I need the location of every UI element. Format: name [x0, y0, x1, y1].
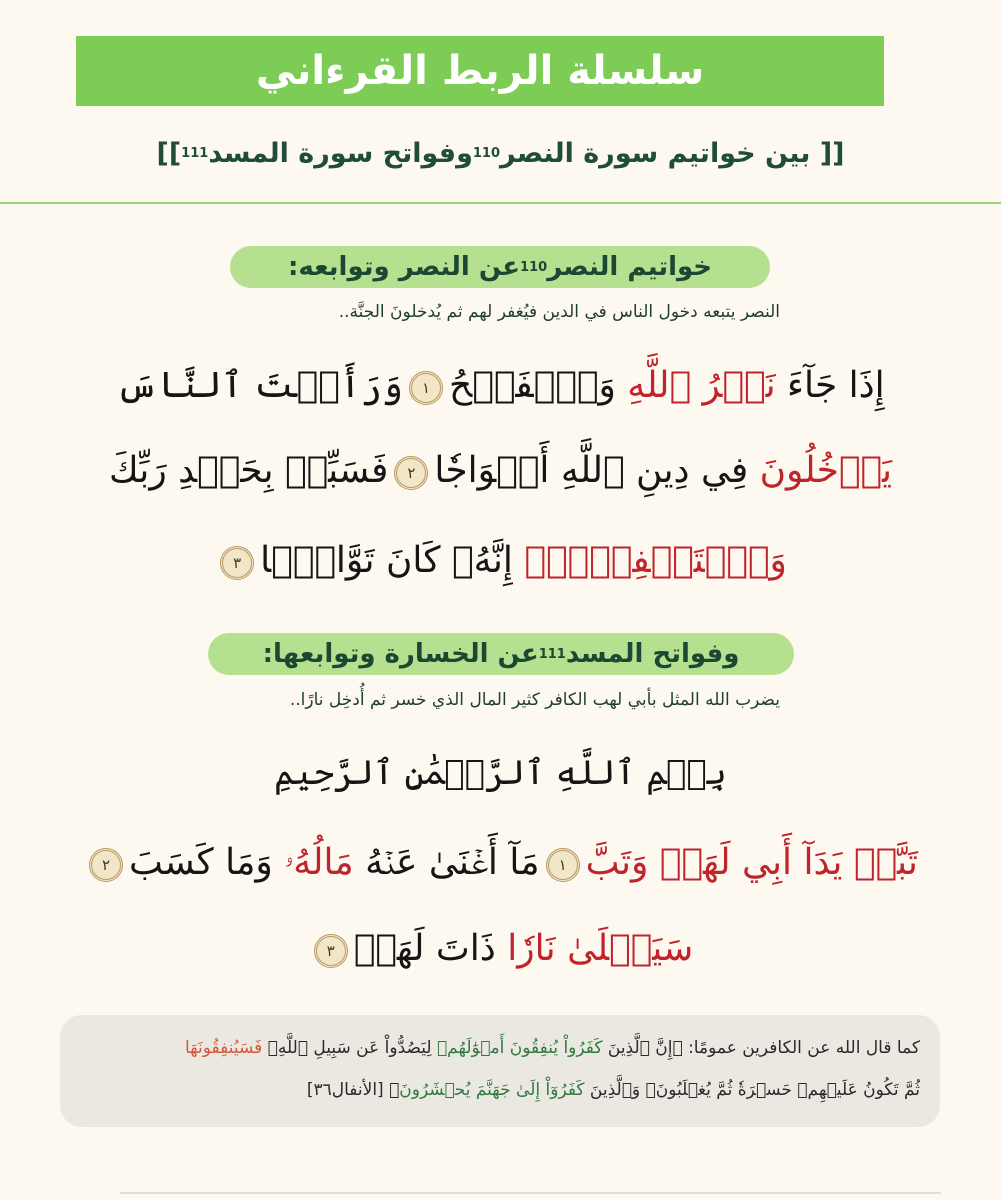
verse-line — [60, 365, 941, 406]
section1-heading-pre: خواتيم النصر — [547, 252, 713, 282]
section2-heading-pre: وفواتح المسد — [565, 639, 740, 669]
section2-heading-post: عن الخسارة وتوابعها: — [262, 639, 539, 669]
subtitle — [100, 130, 901, 176]
subtitle-num1: 110 — [472, 145, 501, 161]
quote-text: ثُمَّ تَكُونُ عَلَيۡهِمۡ حَسۡرَةٗ ثُمَّ يُغۡلَبُونَۗ وَٱلَّذِينَ — [584, 1080, 920, 1100]
page-title: سلسلة الربط القرءاني — [255, 48, 705, 94]
ayah-number-marker: ٣ — [220, 546, 254, 580]
quote-box — [60, 1015, 940, 1127]
section2-description: يضرب الله المثل بأبي لهب الكافر كثير المال الذي خسر ثم أُدخِل نارًا.. — [289, 690, 780, 710]
ayah-number-marker: ١ — [546, 848, 580, 882]
verse-highlight: تَبَّتۡ يَدَآ أَبِي لَهَبٖ وَتَبَّ — [585, 842, 918, 883]
title-banner — [76, 36, 884, 106]
section1-heading-post: عن النصر وتوابعه: — [287, 252, 521, 282]
subtitle-num2: 111 — [181, 145, 209, 161]
quote-text: كما قال الله عن الكافرين عمومًا: ﴿إِنَّ ٱلَّذِينَ — [602, 1038, 920, 1058]
verse-text: إِنَّهُۥ كَانَ تَوَّابَۢا — [260, 540, 525, 581]
section1-heading-num: 110 — [520, 259, 548, 275]
verse-text: وَمَا كَسَبَ — [129, 842, 285, 883]
verse-highlight: سَيَصۡلَىٰ نَارٗا — [507, 928, 694, 969]
verse-highlight: نَصۡرُ ٱللَّهِ — [627, 365, 776, 406]
verse-line — [60, 842, 941, 884]
bottom-divider — [120, 1192, 941, 1194]
quote-highlight-green: كَفَرُوٓاْ إِلَىٰ جَهَنَّمَ يُحۡشَرُونَ — [399, 1080, 585, 1100]
verse-line — [60, 540, 941, 581]
basmala: بِسۡمِ ٱللَّهِ ٱلرَّحۡمَٰنِ ٱلرَّحِيمِ — [274, 753, 727, 793]
header-divider — [0, 202, 1001, 204]
verse-text: إِذَا جَآءَ — [775, 365, 885, 406]
verse-text: فَسَبِّحۡ بِحَمۡدِ رَبِّكَ — [108, 450, 389, 491]
section1-description: النصر يتبعه دخول الناس في الدين فيُغفر لهم ثم يُدخلونَ الجنَّة.. — [338, 302, 780, 322]
ayah-number-marker: ١ — [409, 371, 443, 405]
quote-reference: ﴾ [الأنفال٣٦] — [306, 1080, 400, 1100]
ayah-number-marker: ٣ — [314, 934, 348, 968]
ayah-number-marker: ٢ — [394, 456, 428, 490]
verse-text: مَآ أَغۡنَىٰ عَنۡهُ — [353, 842, 540, 883]
section1-heading — [230, 246, 770, 288]
verse-text: ذَاتَ لَهَبٖ — [353, 928, 508, 969]
subtitle-mid: وفواتح سورة المسد — [208, 137, 473, 169]
verse-highlight: يَدۡخُلُونَ — [759, 450, 893, 491]
verse-text: فِي دِينِ ٱللَّهِ أَفۡوَاجٗا — [434, 450, 760, 491]
section2-heading — [208, 633, 794, 675]
verse-line — [60, 450, 941, 491]
subtitle-post: ]] — [156, 137, 182, 169]
verse-highlight: مَالُهُۥ — [284, 842, 354, 883]
verse-text: وَٱلۡفَتۡحُ — [448, 365, 628, 406]
subtitle-pre: [[ بين خواتيم سورة النصر — [500, 137, 845, 169]
verse-highlight: وَٱسۡتَغۡفِرۡهُۚ — [524, 540, 787, 581]
quote-highlight-green: كَفَرُواْ يُنفِقُونَ أَمۡوَٰلَهُمۡ — [436, 1038, 603, 1058]
quote-highlight-orange: فَسَيُنفِقُونَهَا — [184, 1038, 263, 1058]
verse-text: وَرَأَيۡتَ ٱلنَّاسَ — [116, 365, 403, 406]
quote-text: لِيَصُدُّواْ عَن سَبِيلِ ٱللَّهِۚ — [262, 1038, 437, 1058]
ayah-number-marker: ٢ — [89, 848, 123, 882]
section2-heading-num: 111 — [538, 646, 566, 662]
verse-line — [60, 928, 941, 969]
